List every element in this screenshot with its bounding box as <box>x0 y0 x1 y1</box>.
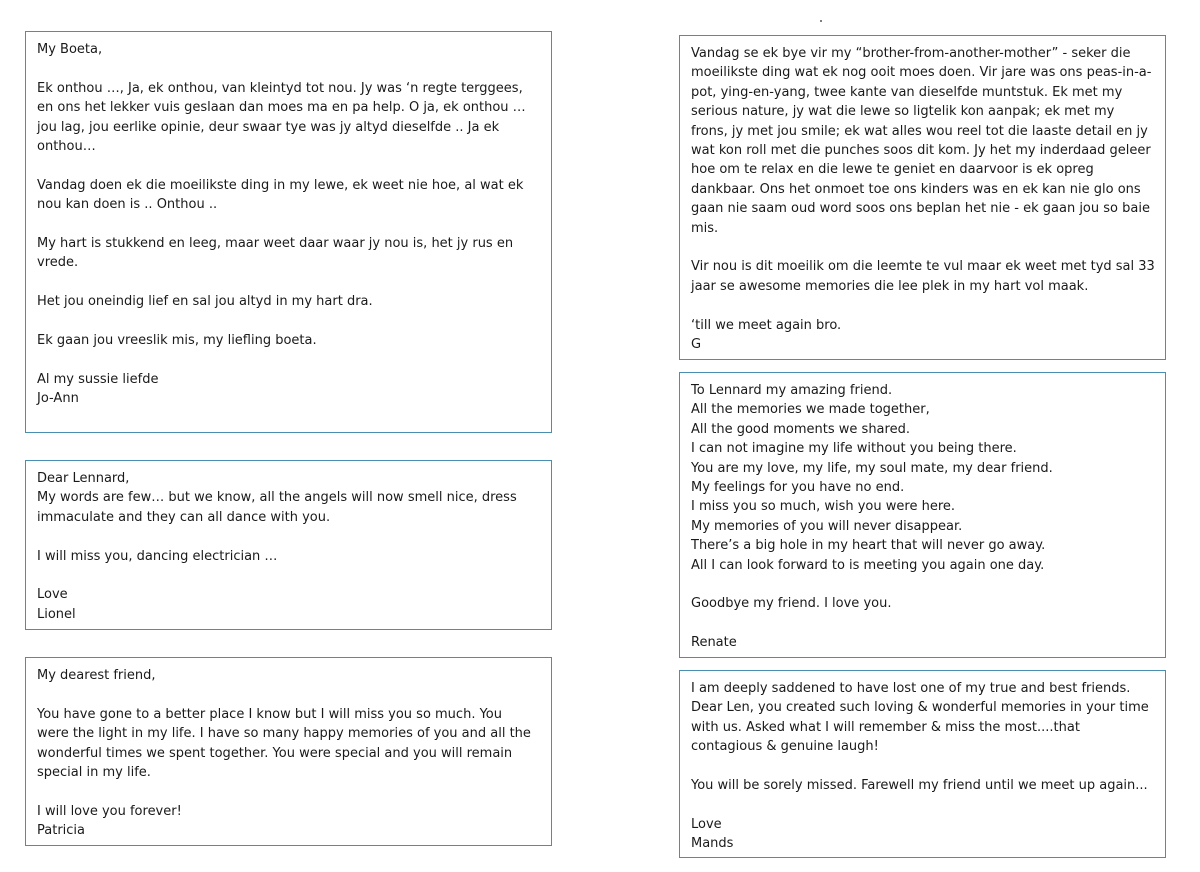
tribute-line: I will miss you, dancing electrician … <box>37 548 278 564</box>
tribute-line: mis. <box>691 220 719 236</box>
tribute-line: were the light in my life. I have so many happy memories of you and all the <box>37 726 531 742</box>
tribute-line: Goodbye my friend. I love you. <box>691 596 892 612</box>
tribute-line: with us. Asked what I will remember & miss the most....that <box>691 719 1080 735</box>
tribute-line: ‘till we meet again bro. <box>691 317 842 333</box>
tribute-line: All the memories we made together, <box>691 402 930 418</box>
tribute-line: Patricia <box>37 823 86 839</box>
tribute-line: Love <box>691 816 722 832</box>
tribute-line: onthou… <box>37 139 96 155</box>
tribute-line: To Lennard my amazing friend. <box>691 383 893 398</box>
tribute-card-lionel <box>25 460 552 630</box>
tribute-line: en ons het lekker vuis geslaan dan moes ma en pa help. O ja, ek onthou … <box>37 100 526 116</box>
tribute-card-renate <box>679 372 1166 658</box>
tribute-line: G <box>691 337 702 353</box>
tribute-line: Love <box>37 587 68 603</box>
tribute-line: All I can look forward to is meeting you again one day. <box>691 557 1045 573</box>
tribute-line: contagious & genuine laugh! <box>691 739 879 755</box>
tribute-line: Jo-Ann <box>37 391 79 407</box>
tribute-line: Vandag doen ek die moeilikste ding in my lewe, ek weet nie hoe, al wat ek <box>37 177 524 193</box>
tribute-line: My dearest friend, <box>37 668 156 683</box>
tribute-line: My memories of you will never disappear. <box>691 518 963 534</box>
tribute-line: Het jou oneindig lief en sal jou altyd in my hart dra. <box>37 294 373 310</box>
tribute-line: gaan nie saam oud word soos ons beplan het nie - ek gaan jou so baie <box>691 201 1150 217</box>
tribute-line: My Boeta, <box>37 42 103 57</box>
tribute-line: There’s a big hole in my heart that will never go away. <box>691 538 1046 554</box>
tribute-line: serious nature, jy wat die lewe so ligtelik kon aanpak; ek met my <box>691 104 1115 120</box>
tribute-line: wonderful times we spent together. You were special and you will remain <box>37 745 513 761</box>
tribute-line: My words are few… but we know, all the angels will now smell nice, dress <box>37 490 517 506</box>
tribute-line: hoe om te relax en die lewe te geniet en daarvoor is ek opreg <box>691 162 1094 178</box>
tribute-line: jou lag, jou eerlike opinie, deur swaar tye was jy altyd dieselfde .. Ja ek <box>37 119 500 135</box>
tribute-line: Dear Lennard, <box>37 471 130 486</box>
tribute-card-g <box>679 35 1166 360</box>
tribute-line: Vandag se ek bye vir my “brother-from-another-mother” - seker die <box>691 46 1131 61</box>
tribute-line: special in my life. <box>37 765 151 781</box>
tribute-line: I miss you so much, wish you were here. <box>691 499 956 515</box>
tribute-line: You are my love, my life, my soul mate, my dear friend. <box>691 460 1053 476</box>
tribute-line: You will be sorely missed. Farewell my friend until we meet up again... <box>691 778 1148 794</box>
tribute-line: Lionel <box>37 606 76 622</box>
tribute-line: My hart is stukkend en leeg, maar weet daar waar jy nou is, het jy rus en <box>37 236 514 252</box>
tribute-line: Ek gaan jou vreeslik mis, my liefling boeta. <box>37 333 317 349</box>
tribute-line: Al my sussie liefde <box>37 371 159 387</box>
tribute-line: pot, ying-en-yang, twee kante van dieselfde muntstuk. Ek met my <box>691 84 1123 100</box>
tribute-line: dankbaar. Ons het onmoet toe ons kinders was en ek kan nie glo ons <box>691 181 1141 197</box>
tribute-line: frons, jy met jou smile; ek wat alles wou reel tot die laaste detail en jy <box>691 123 1148 139</box>
tribute-line: Renate <box>691 635 737 651</box>
tribute-line: immaculate and they can all dance with you. <box>37 509 331 525</box>
tribute-card-mands <box>679 670 1166 858</box>
tribute-line: Dear Len, you created such loving & wonderful memories in your time <box>691 700 1149 716</box>
tribute-line: jaar se awesome memories die lee plek in my hart vol maak. <box>691 278 1089 294</box>
tribute-line: I will love you forever! <box>37 803 182 819</box>
tribute-line: Vir nou is dit moeilik om die leemte te vul maar ek weet met tyd sal 33 <box>691 259 1155 275</box>
tribute-line: My feelings for you have no end. <box>691 480 905 496</box>
tribute-line: nou kan doen is .. Onthou .. <box>37 197 218 213</box>
tribute-card-patricia <box>25 657 552 846</box>
tribute-line: You have gone to a better place I know but I will miss you so much. You <box>37 706 502 722</box>
tribute-line: vrede. <box>37 255 79 271</box>
tribute-line: I am deeply saddened to have lost one of my true and best friends. <box>691 681 1131 696</box>
tribute-line: wat kon roll met die punches soos dit kom. Jy het my inderdaad geleer <box>691 143 1151 159</box>
tribute-card-jo-ann <box>25 31 552 433</box>
scan-speck <box>820 20 822 22</box>
tribute-line: I can not imagine my life without you being there. <box>691 441 1017 457</box>
tribute-line: moeilikste ding wat ek nog ooit moes doen. Vir jare was ons peas-in-a- <box>691 65 1152 81</box>
tribute-line: Mands <box>691 836 734 852</box>
tribute-line: Ek onthou …, Ja, ek onthou, van kleintyd tot nou. Jy was ‘n regte terggees, <box>37 80 523 96</box>
tribute-line: All the good moments we shared. <box>691 421 910 437</box>
